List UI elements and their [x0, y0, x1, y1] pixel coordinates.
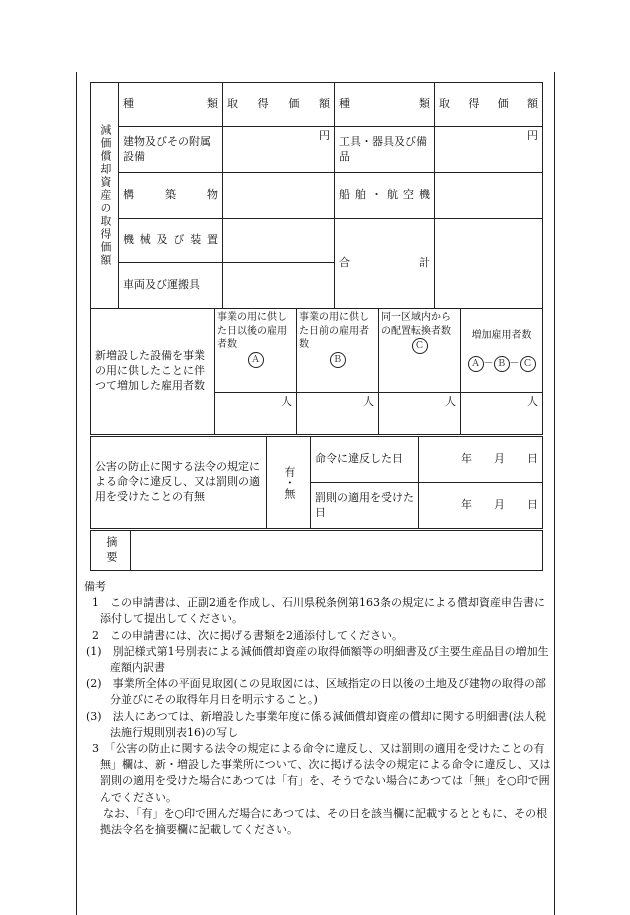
pollution-table: [90, 436, 543, 529]
note-2: 2 この申請書には、次に掲げる書類を2通添付してください。: [92, 628, 403, 642]
order-violation-date[interactable]: 年 月 日: [419, 437, 543, 483]
note-2-1: (1) 別記様式第1号別表による減価償却資産の取得価額等の明細書及び主要生産品目の増加生産額内訳書: [86, 644, 549, 675]
note-2-2: (2) 事業所全体の平面見取図(この見取図には、区域指定の日以後の土地及び建物の取得の部分並びにその取得年月日を明示すること。): [86, 677, 546, 707]
note-3: 3 「公害の防止に関する法令の規定による命令に違反し、又は罰則の適用を受けたことの有無」欄は、新・増設した事業所について、次に掲げる法令の規定による命令に違反し、又は罰則の適用を受けた場合にあつては「有」を、そうでない場合にあつては「無」を○印で囲んでください。: [92, 742, 551, 804]
col-b: [297, 309, 379, 393]
row-tools-label: 工具・器具及び備品: [335, 127, 435, 173]
employees-table: [90, 308, 543, 435]
col-c: [379, 309, 461, 393]
summary-table: [90, 530, 543, 571]
header-kind-2: 種 類: [335, 83, 435, 127]
left-margin-line: [76, 72, 77, 915]
formula-minus-2: －: [509, 358, 520, 369]
penalty-date[interactable]: 年 月 日: [419, 483, 543, 529]
employees-label: 新増設した設備を事業の用に供したことに伴つて増加した雇用者数: [91, 309, 215, 435]
value-b[interactable]: 人: [297, 393, 379, 435]
formula-c: Ｃ: [520, 356, 536, 372]
mark-c: Ｃ: [412, 338, 428, 354]
mark-b: Ｂ: [330, 352, 346, 368]
mark-a: Ａ: [248, 352, 264, 368]
note-2-3: (3) 法人にあつては、新増設した事業年度に係る減価償却資産の償却に関する明細書(法人税法施行規則別表16)の写し: [86, 709, 546, 739]
note-1: 1 この申請書は、正副2通を作成し、石川県税条例第163条の規定による償却資産申告書に添付して提出してください。: [92, 596, 545, 626]
asset-cost-table: [90, 82, 543, 309]
col-a: [215, 309, 297, 393]
notes-title: 備考: [84, 580, 106, 593]
row-tools-value[interactable]: 円: [435, 127, 543, 173]
formula-a: Ａ: [468, 356, 484, 372]
value-a[interactable]: 人: [215, 393, 297, 435]
summary-field[interactable]: [131, 531, 543, 571]
header-cost: 取得価額: [223, 83, 335, 127]
formula-minus-1: －: [483, 358, 494, 369]
col-c-text: 同一区域内からの配置転換者数: [381, 312, 451, 337]
penalty-label: 罰則の適用を受けた日: [311, 483, 419, 529]
header-kind: 種 類: [119, 83, 223, 127]
row-vessel-label: 船舶・航空機: [335, 173, 435, 219]
row-vehicle-value[interactable]: [223, 263, 335, 309]
row-structure-label: 構 築 物: [119, 173, 223, 219]
row-vehicle-label: 車両及び運搬具: [119, 263, 223, 309]
row-building-label: 建物及びその附属設備: [119, 127, 223, 173]
row-total-value[interactable]: [435, 219, 543, 309]
summary-label: 摘要: [91, 531, 131, 571]
row-machine-value[interactable]: [223, 219, 335, 263]
col-d: [461, 309, 543, 393]
pollution-label: 公害の防止に関する法令の規定による命令に違反し、又は罰則の適用を受けたことの有無: [91, 437, 267, 529]
value-c[interactable]: 人: [379, 393, 461, 435]
row-total-label: 合 計: [335, 219, 435, 309]
choice-yes-no[interactable]: 有・無: [267, 437, 311, 529]
col-d-text: 増加雇用者数: [471, 330, 532, 341]
value-d[interactable]: 人: [461, 393, 543, 435]
order-violation-label: 命令に違反した日: [311, 437, 419, 483]
row-building-value[interactable]: 円: [223, 127, 335, 173]
row-vessel-value[interactable]: [435, 173, 543, 219]
note-3-supplement: なお、「有」を○印で囲んだ場合にあつては、その日を該当欄に記載するとともに、その根拠法令名を摘要欄に記載してください。: [92, 806, 548, 837]
formula-b: Ｂ: [494, 356, 510, 372]
col-a-text: 事業の用に供した日以後の雇用者数: [217, 312, 287, 350]
row-machine-label: 機械及び装置: [119, 219, 223, 263]
right-margin-line: [554, 72, 555, 915]
row-structure-value[interactable]: [223, 173, 335, 219]
header-cost-2: 取得価額: [435, 83, 543, 127]
col-b-text: 事業の用に供した日前の雇用者数: [299, 312, 369, 350]
asset-side-label: 減価償却資産の取得価額: [91, 83, 119, 309]
notes-section: [84, 579, 552, 838]
